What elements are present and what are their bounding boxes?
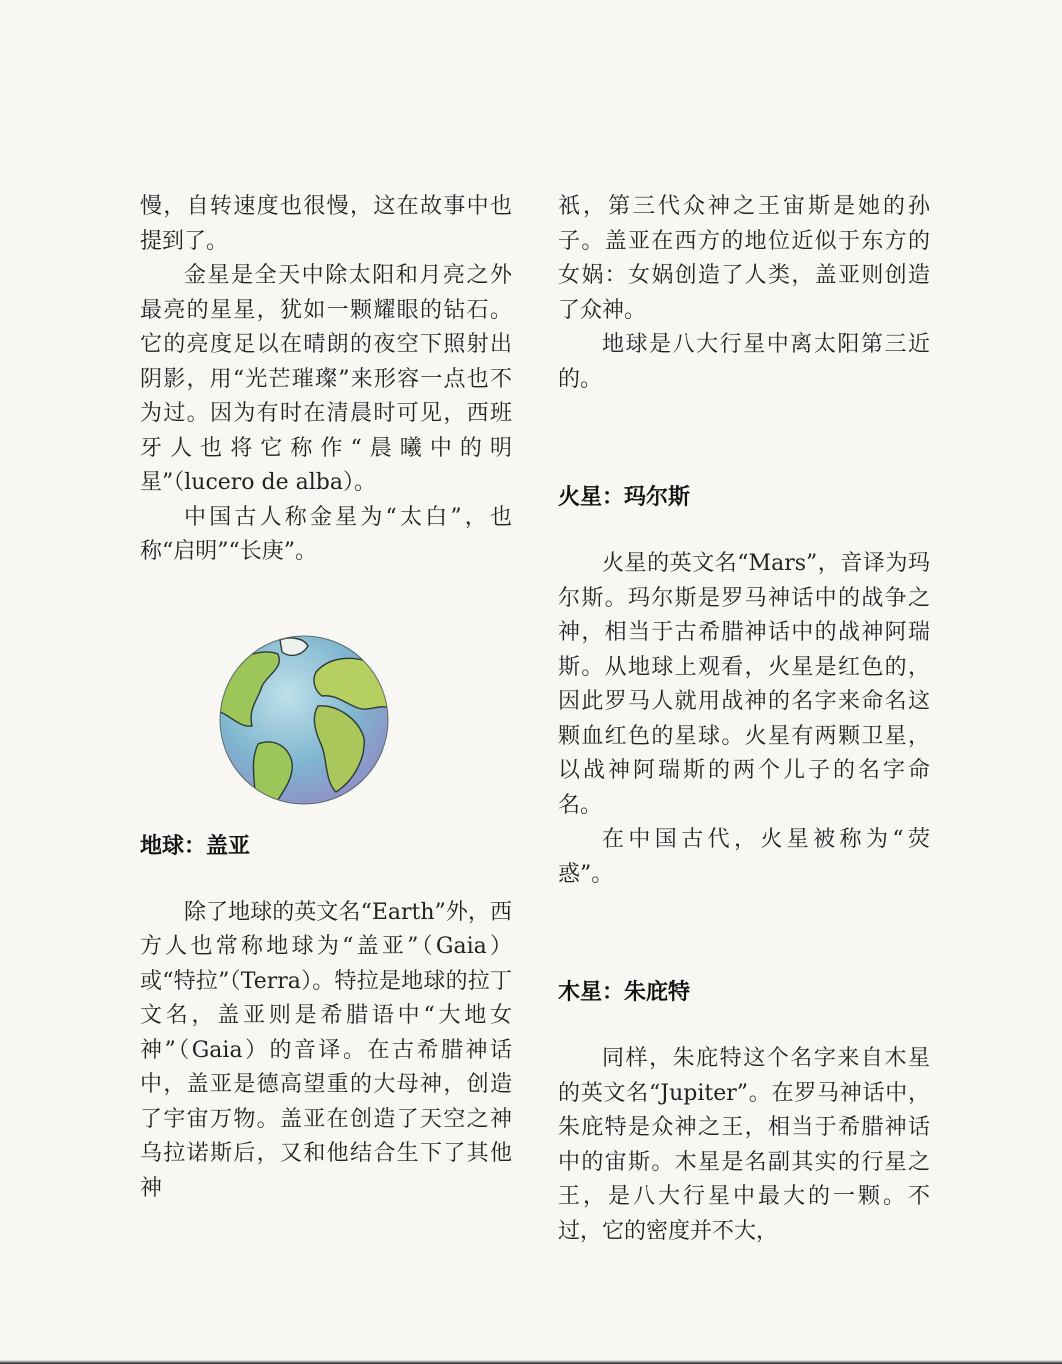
gaia-continuation-paragraph: 祇，第三代众神之王宙斯是她的孙子。盖亚在西方的地位近似于东方的女娲：女娲创造了人类，盖亚则创造了众神。 [558,194,930,323]
right-column [558,190,930,1249]
mars-paragraph: 火星的英文名“Mars”，音译为玛尔斯。玛尔斯是罗马神话中的战争之神，相当于古希腊神话中的战神阿瑞斯。从地球上观看，火星是红色的，因此罗马人就用战神的名字来命名这颗血红色的星球。火星有两颗卫星，以战神阿瑞斯的两个儿子的名字命名。 [558,551,930,818]
jupiter-paragraph: 同样，朱庇特这个名字来自木星的英文名“Jupiter”。在罗马神话中，朱庇特是众神之王，相当于希腊神话中的宙斯。木星是名副其实的行星之王，是八大行星中最大的一颗。不过，它的密度并不大， [558,1046,930,1244]
earth-section-heading: 地球：盖亚 [140,833,251,859]
mars-section-heading: 火星：玛尔斯 [558,485,691,510]
venus-chinese-names-paragraph: 中国古人称金星为“太白”，也称“启明”“长庚”。 [140,504,512,564]
jupiter-section-heading: 木星：朱庇特 [558,980,691,1005]
page-bottom-edge [0,1360,1062,1364]
venus-brightness-paragraph: 金星是全天中除太阳和月亮之外最亮的星星，犹如一颗耀眼的钻石。它的亮度足以在晴朗的夜空下照射出阴影，用“光芒璀璨”来形容一点也不为过。因为有时在清晨时可见，西班牙人也将它称作“晨曦中的明星”（lucero de alba）。 [140,263,512,495]
venus-continuation-paragraph: 慢，自转速度也很慢，这在故事中也提到了。 [140,194,512,254]
earth-distance-paragraph: 地球是八大行星中离太阳第三近的。 [558,332,930,392]
mars-chinese-name-paragraph: 在中国古代，火星被称为“荧惑”。 [558,827,930,887]
earth-gaia-paragraph: 除了地球的英文名“Earth”外，西方人也常称地球为“盖亚”（Gaia）或“特拉”（Terra）。特拉是地球的拉丁文名，盖亚则是希腊语中“大地女神”（Gaia）的音译。在古希腊神话中，盖亚是德高望重的大母神，创造了宇宙万物。盖亚在创造了天空之神乌拉诺斯后，又和他结合生下了其他神 [140,899,512,1201]
earth-globe-icon [218,634,390,806]
